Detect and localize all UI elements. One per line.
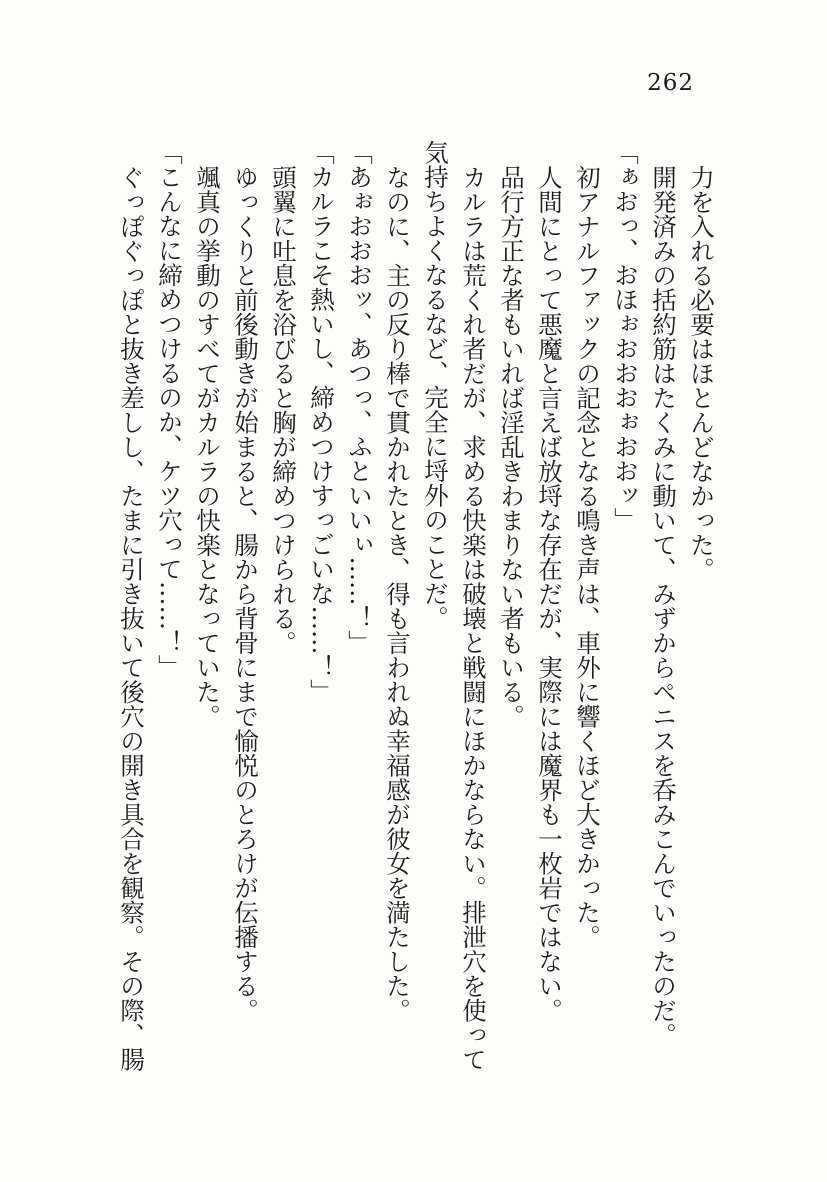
text-block — [112, 140, 720, 1071]
paragraph: カルラは荒くれ者だが、求める快楽は破壊と戦闘にほかならない。排泄穴を使って気持ちよくなるなど、完全に埒外のことだ。 — [421, 140, 488, 1071]
paragraph: なのに、主の反り棒で貫かれたとき、得も言われぬ幸福感が彼女を満たした。 — [383, 164, 412, 1022]
paragraph: 人間にとって悪魔と言えば放埒な存在だが、実際には魔界も一枚岩ではない。 — [535, 164, 564, 1022]
paragraph: 頭翼に吐息を浴びると胸が締めつけられる。 — [269, 164, 298, 655]
paragraph: ぐっぽぐっぽと抜き差しし、たまに引き抜いて後穴の開き具合を観察。その際、腸 — [117, 164, 146, 1071]
paragraph: 颯真の挙動のすべてがカルラの快楽となっていた。 — [193, 164, 222, 728]
paragraph: 品行方正な者もいれば淫乱きわまりない者もいる。 — [497, 164, 526, 728]
paragraph: 開発済みの括約筋はたくみに動いて、みずからペニスを呑みこんでいったのだ。 — [649, 164, 678, 1047]
page-number: 262 — [647, 70, 694, 96]
paragraph: ゆっくりと前後動きが始まると、腸から背骨にまで愉悦のとろけが伝播する。 — [231, 164, 260, 1022]
paragraph: 力を入れる必要はほとんどなかった。 — [687, 164, 716, 581]
paragraph: 「こんなに締めつけるのか、ケツ穴って……！」 — [155, 140, 184, 679]
paragraph: 「カルラこそ熱いし、締めつけすっごいな……！」 — [307, 140, 336, 704]
paragraph: 「あぉおおおッ、あつっ、ふといいぃ……！」 — [345, 140, 374, 655]
paragraph: 「ぁおっ、おほぉおおおぉおおッ」 — [611, 140, 640, 532]
paragraph: 初アナルファックの記念となる鳴き声は、車外に響くほど大きかった。 — [573, 164, 602, 949]
